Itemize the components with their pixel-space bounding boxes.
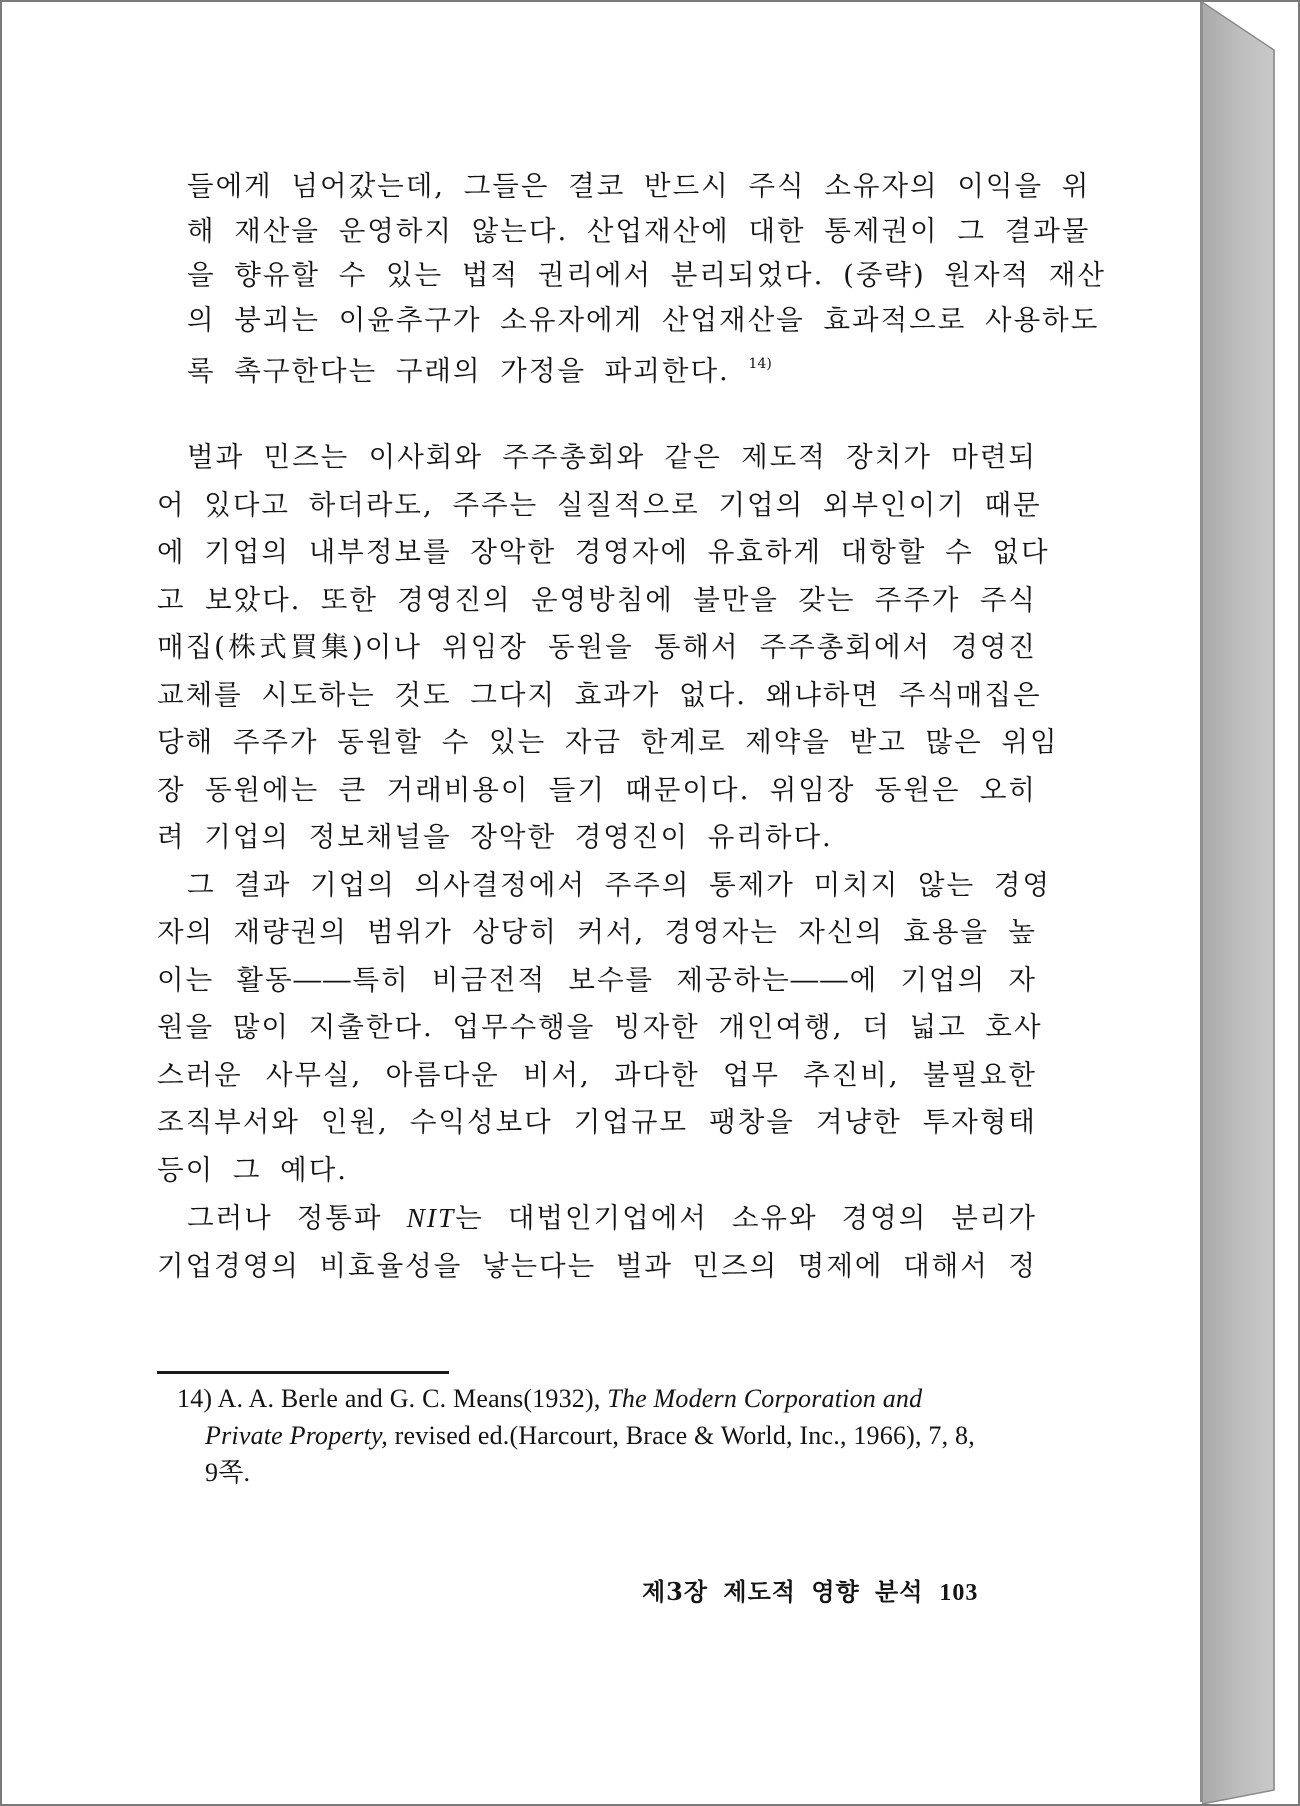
- paragraph-line: 이는 활동――특히 비금전적 보수를 제공하는――에 기업의 자: [157, 963, 1037, 996]
- quote-line-text: 록 촉구한다는 구래의 가정을 파괴한다.: [187, 355, 730, 387]
- paragraph-line: 려 기업의 정보채널을 장악한 경영진이 유리하다.: [157, 821, 833, 853]
- footnote-book-title: Private Property,: [205, 1421, 388, 1450]
- quote-line: 의 붕괴는 이윤추구가 소유자에게 산업재산을 효과적으로 사용하도: [187, 303, 1100, 336]
- nit-term: NIT: [406, 1202, 456, 1233]
- paragraph-line: 매집(株式買集)이나 위임장 동원을 통해서 주주총회에서 경영진: [157, 631, 1037, 663]
- quote-line: 해 재산을 운영하지 않는다. 산업재산에 대한 통제권이 그 결과물: [187, 214, 1091, 247]
- paragraph-line: 교체를 시도하는 것도 그다지 효과가 없다. 왜냐하면 주식매집은: [157, 678, 1042, 711]
- body-text: [157, 434, 1059, 1290]
- book-page: [2, 2, 1202, 1802]
- paragraph-line: 조직부서와 인원, 수익성보다 기업규모 팽창을 겨냥한 투자형태: [157, 1106, 1037, 1138]
- paragraph-line: 고 보았다. 또한 경영진의 운영방침에 불만을 갖는 주주가 주식: [157, 583, 1037, 616]
- footnote-14: [177, 1380, 1037, 1491]
- footnote-number: 14): [177, 1384, 213, 1413]
- paragraph-line: 벌과 민즈는 이사회와 주주총회와 같은 제도적 장치가 마련되: [187, 441, 1037, 473]
- paragraph-text: 그러나 정통파: [187, 1202, 407, 1234]
- footnote-authors: A. A. Berle and G. C. Means(1932),: [217, 1384, 601, 1413]
- quote-line: 들에게 넘어갔는데, 그들은 결코 반드시 주식 소유자의 이익을 위: [187, 170, 1091, 202]
- paragraph-3: [157, 1194, 1037, 1290]
- footnote-publication: revised ed.(Harcourt, Brace & World, Inc., 1966), 7, 8,: [394, 1421, 975, 1450]
- paragraph-line: 스러운 사무실, 아름다운 비서, 과다한 업무 추진비, 불필요한: [157, 1058, 1037, 1091]
- paragraph-text: 는 대법인기업에서 소유와 경영의 분리가: [455, 1202, 1038, 1234]
- footnote-divider: [157, 1371, 449, 1374]
- footnote-line: [177, 1417, 1037, 1454]
- paragraph-line: 원을 많이 지출한다. 업무수행을 빙자한 개인여행, 더 넓고 호사: [157, 1011, 1043, 1043]
- paragraph-line: 자의 재량권의 범위가 상당히 커서, 경영자는 자신의 효용을 높: [157, 916, 1037, 948]
- paragraph-line: 장 동원에는 큰 거래비용이 들기 때문이다. 위임장 동원은 오히: [157, 773, 1037, 806]
- running-footer: [642, 1572, 978, 1607]
- footnote-line: 9쪽.: [205, 1458, 251, 1487]
- quote-line: 을 향유할 수 있는 법적 권리에서 분리되었다. (중략) 원자적 재산: [187, 259, 1106, 291]
- paragraph-line: 당해 주주가 동원할 수 있는 자금 한계로 제약을 받고 많은 위임: [157, 726, 1059, 758]
- page-number: 103: [939, 1580, 979, 1606]
- paragraph-line: [157, 1194, 1037, 1243]
- paragraph-line: 에 기업의 내부정보를 장악한 경영자에 유효하게 대항할 수 없다: [157, 536, 1050, 568]
- paragraph-2: [157, 862, 1052, 1195]
- footnote-reference: 14): [748, 356, 772, 372]
- paragraph-1: [157, 434, 1059, 862]
- paragraph-line: 어 있다고 하더라도, 주주는 실질적으로 기업의 외부인이기 때문: [157, 488, 1042, 521]
- book-edge-shading: [1202, 0, 1298, 1806]
- paragraph-line: 등이 그 예다.: [157, 1153, 349, 1186]
- chapter-title: 제3장 제도적 영향 분석: [642, 1577, 924, 1606]
- footnote-book-title: The Modern Corporation and: [607, 1384, 923, 1413]
- paragraph-line: 기업경영의 비효율성을 낳는다는 벌과 민즈의 명제에 대해서 정: [157, 1249, 1037, 1282]
- footnote-line: [177, 1380, 1037, 1417]
- quote-line: [157, 342, 1037, 394]
- block-quote: [157, 164, 1106, 394]
- book-edge-graphic: [1202, 0, 1298, 1806]
- paragraph-line: 그 결과 기업의 의사결정에서 주주의 통제가 미치지 않는 경영: [187, 868, 1052, 901]
